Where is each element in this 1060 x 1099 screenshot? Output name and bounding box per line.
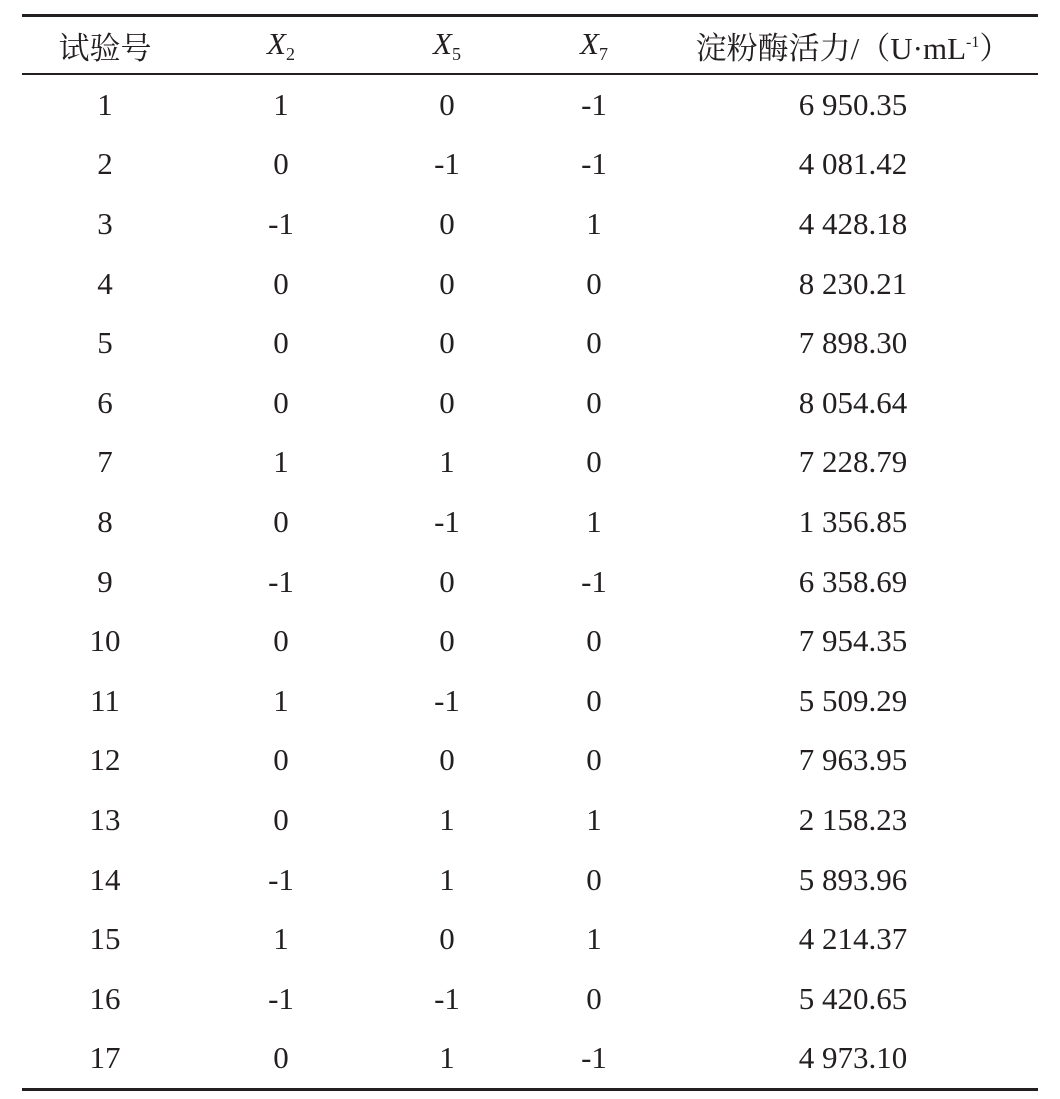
trial-cell: 10 [89, 623, 121, 659]
x7-cell: 0 [586, 384, 602, 420]
x5-cell: -1 [434, 503, 460, 539]
x2-cell: -1 [268, 205, 294, 241]
x7-cell: 1 [586, 503, 602, 539]
trial-cell: 11 [90, 682, 120, 718]
header-x5 [374, 16, 520, 75]
table-row [22, 552, 1038, 612]
trial-cell: 16 [89, 980, 121, 1016]
activity-cell: 7 963.95 [798, 742, 908, 778]
x5-cell: 0 [439, 623, 455, 659]
x5-cell: 0 [439, 384, 455, 420]
x5-cell: 0 [439, 86, 455, 122]
x2-cell: 0 [273, 742, 289, 778]
x5-cell: 0 [439, 265, 455, 301]
header-activity-sup: -1 [966, 33, 980, 51]
table-row [22, 790, 1038, 850]
x5-cell: 1 [439, 801, 455, 837]
x2-cell: 0 [273, 384, 289, 420]
activity-cell: 4 428.18 [798, 205, 908, 241]
x2-cell: -1 [268, 861, 294, 897]
x5-cell: 0 [439, 205, 455, 241]
trial-cell: 6 [97, 384, 113, 420]
activity-cell: 8 230.21 [798, 265, 908, 301]
x5-cell: 0 [439, 325, 455, 361]
activity-cell: 1 356.85 [798, 503, 908, 539]
activity-cell: 6 950.35 [798, 86, 908, 122]
header-x2 [188, 16, 374, 75]
x7-cell: -1 [581, 563, 607, 599]
trial-cell: 8 [97, 503, 113, 539]
trial-cell: 15 [89, 921, 121, 957]
trial-cell: 1 [97, 86, 113, 122]
x7-cell: 0 [586, 325, 602, 361]
x7-cell: 0 [586, 861, 602, 897]
activity-cell: 5 893.96 [798, 861, 908, 897]
header-x7 [520, 16, 668, 75]
x7-cell: 0 [586, 623, 602, 659]
x2-cell: 0 [273, 503, 289, 539]
table-header [22, 16, 1038, 75]
x5-cell: 1 [439, 861, 455, 897]
activity-cell: 4 081.42 [798, 146, 908, 182]
x2-cell: 0 [273, 1040, 289, 1076]
x2-cell: 0 [273, 265, 289, 301]
trial-cell: 14 [89, 861, 121, 897]
table-row [22, 731, 1038, 791]
table-row [22, 909, 1038, 969]
table-row [22, 373, 1038, 433]
trial-cell: 7 [97, 444, 113, 480]
trial-cell: 4 [97, 265, 113, 301]
table-row [22, 969, 1038, 1029]
header-activity-label: 淀粉酶活力/（U·mL [695, 30, 967, 66]
trial-cell: 5 [97, 325, 113, 361]
trial-cell: 2 [97, 146, 113, 182]
trial-cell: 3 [97, 205, 113, 241]
activity-cell: 4 214.37 [798, 921, 908, 957]
x5-cell: -1 [434, 980, 460, 1016]
x2-cell: 1 [273, 682, 289, 718]
x2-cell: -1 [268, 980, 294, 1016]
trial-cell: 17 [89, 1040, 121, 1076]
table-body [22, 74, 1038, 1090]
x2-cell: 1 [273, 444, 289, 480]
table-row [22, 850, 1038, 910]
x5-cell: 1 [439, 1040, 455, 1076]
activity-cell: 5 509.29 [798, 682, 908, 718]
header-x7-sub: 7 [598, 43, 608, 64]
x5-cell: 1 [439, 444, 455, 480]
activity-cell: 7 228.79 [798, 444, 908, 480]
table-row [22, 671, 1038, 731]
x5-cell: -1 [434, 682, 460, 718]
x7-cell: 0 [586, 742, 602, 778]
x7-cell: 0 [586, 980, 602, 1016]
x5-cell: 0 [439, 921, 455, 957]
table-row [22, 74, 1038, 135]
table-row [22, 492, 1038, 552]
x5-cell: -1 [434, 146, 460, 182]
x7-cell: -1 [581, 1040, 607, 1076]
activity-cell: 2 158.23 [798, 801, 908, 837]
x7-cell: 1 [586, 801, 602, 837]
x7-cell: 0 [586, 265, 602, 301]
table-row [22, 1029, 1038, 1090]
header-x2-sub: 2 [285, 43, 295, 64]
trial-cell: 9 [97, 563, 113, 599]
activity-cell: 7 954.35 [798, 623, 908, 659]
activity-cell: 7 898.30 [798, 325, 908, 361]
table-row [22, 433, 1038, 493]
trial-cell: 12 [89, 742, 121, 778]
header-trial: 试验号 [58, 30, 152, 66]
header-activity-close: ） [979, 30, 1011, 66]
x2-cell: 1 [273, 921, 289, 957]
x2-cell: 0 [273, 801, 289, 837]
trial-cell: 13 [89, 801, 121, 837]
activity-cell: 8 054.64 [798, 384, 908, 420]
x7-cell: -1 [581, 146, 607, 182]
activity-cell: 6 358.69 [798, 563, 908, 599]
header-x7-var: X [580, 25, 599, 61]
x2-cell: 0 [273, 623, 289, 659]
x2-cell: 0 [273, 325, 289, 361]
table-row [22, 135, 1038, 195]
x2-cell: 0 [273, 146, 289, 182]
activity-cell: 4 973.10 [798, 1040, 908, 1076]
header-activity [668, 16, 1038, 75]
header-x5-var: X [433, 25, 452, 61]
x7-cell: 1 [586, 205, 602, 241]
data-table-container [22, 14, 1038, 1091]
x7-cell: 0 [586, 682, 602, 718]
x7-cell: -1 [581, 86, 607, 122]
table-row [22, 313, 1038, 373]
x5-cell: 0 [439, 742, 455, 778]
header-x2-var: X [267, 25, 286, 61]
x5-cell: 0 [439, 563, 455, 599]
table-row [22, 254, 1038, 314]
x2-cell: 1 [273, 86, 289, 122]
activity-cell: 5 420.65 [798, 980, 908, 1016]
header-row [22, 16, 1038, 75]
x7-cell: 0 [586, 444, 602, 480]
data-table [22, 14, 1038, 1091]
x7-cell: 1 [586, 921, 602, 957]
x2-cell: -1 [268, 563, 294, 599]
table-row [22, 194, 1038, 254]
header-x5-sub: 5 [451, 43, 461, 64]
table-row [22, 611, 1038, 671]
